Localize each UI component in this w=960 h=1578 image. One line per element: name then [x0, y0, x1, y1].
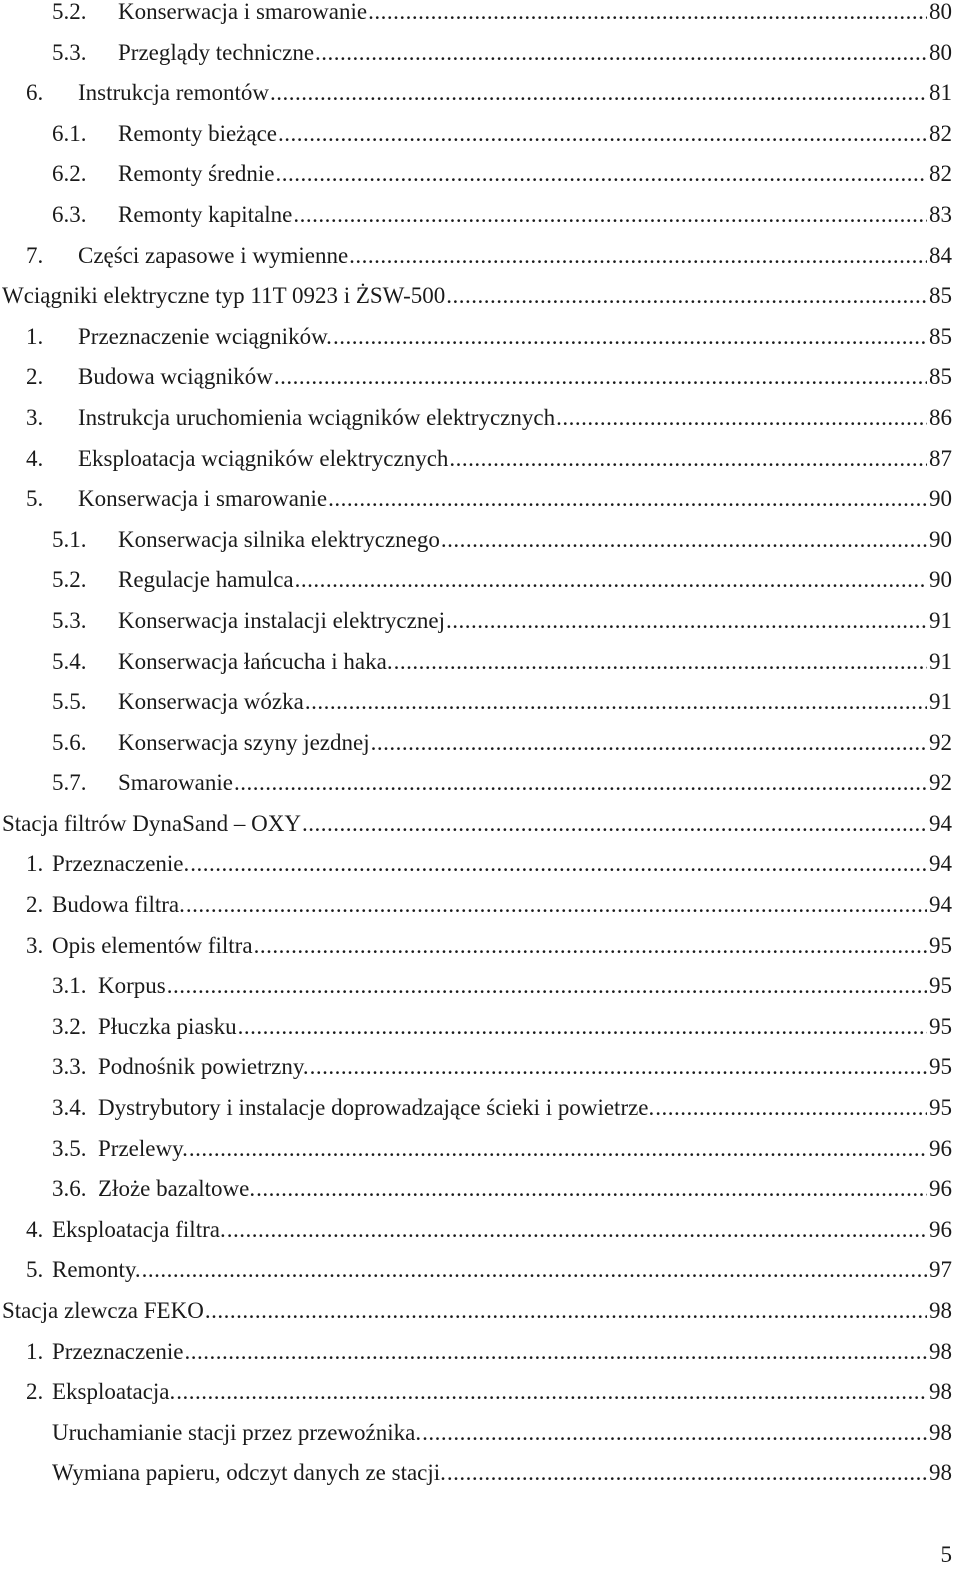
toc-dot-leader: [349, 236, 927, 277]
toc-entry-title: Konserwacja i smarowanie: [118, 0, 368, 24]
toc-entry-title: Korpus: [98, 973, 166, 999]
toc-entry-page: 91: [929, 648, 952, 674]
toc-entry-number: 5.7.: [52, 770, 87, 796]
toc-entry-number: 4.: [26, 445, 44, 471]
toc-entry-title: Konserwacja instalacji elektrycznej: [118, 607, 445, 633]
toc-entry-title: Regulacje hamulca: [118, 567, 294, 593]
toc-entry-page: 95: [929, 932, 952, 958]
toc-entry[interactable]: [0, 73, 952, 114]
toc-dot-leader: [293, 195, 927, 236]
toc-entry-page: 92: [929, 729, 952, 755]
toc-dot-leader: [655, 1088, 927, 1129]
toc-entry-page: 82: [929, 120, 952, 146]
toc-entry[interactable]: [0, 276, 952, 317]
toc-entry-number: 5.: [26, 486, 44, 512]
toc-entry-page: 96: [929, 1216, 952, 1242]
toc-entry-title: Remonty.: [52, 1257, 141, 1283]
toc-entry[interactable]: [0, 236, 952, 277]
toc-entry[interactable]: [0, 804, 952, 845]
toc-dot-leader: [422, 1413, 927, 1454]
toc-entry-page: 87: [929, 445, 952, 471]
toc-entry-page: 90: [929, 526, 952, 552]
toc-dot-leader: [447, 1453, 927, 1494]
toc-entry-title: Płuczka piasku: [98, 1013, 237, 1039]
toc-entry-title: Przeznaczenie.: [52, 851, 190, 877]
toc-dot-leader: [238, 1007, 927, 1048]
toc-entry-page: 85: [929, 283, 952, 309]
toc-entry[interactable]: [0, 114, 952, 155]
toc-dot-leader: [205, 1291, 927, 1332]
toc-entry-page: 98: [929, 1338, 952, 1364]
toc-entry-number: 1.: [26, 1338, 44, 1364]
toc-entry[interactable]: [0, 479, 952, 520]
toc-entry[interactable]: [0, 195, 952, 236]
toc-entry-page: 90: [929, 486, 952, 512]
toc-entry-title: Eksploatacja wciągników elektrycznych: [78, 445, 449, 471]
toc-entry[interactable]: [0, 398, 952, 439]
toc-entry-title: Konserwacja szyny jezdnej: [118, 729, 370, 755]
toc-dot-leader: [274, 357, 927, 398]
toc-dot-leader: [556, 398, 927, 439]
toc-entry-number: 5.3.: [52, 607, 87, 633]
toc-dot-leader: [270, 73, 927, 114]
toc-entry-page: 84: [929, 242, 952, 268]
toc-entry-title: Konserwacja silnika elektrycznego: [118, 526, 440, 552]
toc-entry-number: 7.: [26, 242, 44, 268]
toc-entry-title: Konserwacja i smarowanie: [78, 486, 328, 512]
toc-entry[interactable]: [0, 1250, 952, 1291]
toc-dot-leader: [368, 0, 927, 33]
toc-entry-title: Wymiana papieru, odczyt danych ze stacji.: [52, 1460, 446, 1486]
toc-entry[interactable]: [0, 601, 952, 642]
toc-dot-leader: [302, 804, 927, 845]
toc-dot-leader: [333, 317, 927, 358]
toc-dot-leader: [446, 276, 927, 317]
toc-entry-page: 80: [929, 39, 952, 65]
toc-entry-number: 5.6.: [52, 729, 87, 755]
toc-dot-leader: [328, 479, 927, 520]
toc-entry-number: 5.2.: [52, 567, 87, 593]
toc-entry-page: 96: [929, 1135, 952, 1161]
toc-entry-page: 82: [929, 161, 952, 187]
toc-entry-page: 91: [929, 689, 952, 715]
toc-dot-leader: [315, 33, 927, 74]
toc-dot-leader: [278, 114, 927, 155]
toc-entry-number: 6.1.: [52, 120, 87, 146]
toc-entry-number: 6.: [26, 80, 44, 106]
toc-entry-title: Podnośnik powietrzny.: [98, 1054, 309, 1080]
toc-entry-title: Budowa wciągników: [78, 364, 273, 390]
toc-entry-number: 1.: [26, 323, 44, 349]
toc-entry[interactable]: [0, 560, 952, 601]
toc-entry-title: Remonty bieżące: [118, 120, 278, 146]
toc-entry-page: 98: [929, 1460, 952, 1486]
toc-entry[interactable]: [0, 317, 952, 358]
toc-dot-leader: [256, 1169, 927, 1210]
toc-entry[interactable]: [0, 154, 952, 195]
toc-entry-number: 5.1.: [52, 526, 87, 552]
toc-entry-title: Remonty kapitalne: [118, 201, 293, 227]
toc-entry-title: Konserwacja wózka: [118, 689, 304, 715]
toc-entry-page: 85: [929, 364, 952, 390]
toc-entry-page: 98: [929, 1419, 952, 1445]
toc-entry-page: 90: [929, 567, 952, 593]
toc-entry-number: 3.5.: [52, 1135, 87, 1161]
toc-entry[interactable]: [0, 966, 952, 1007]
toc-entry-number: 1.: [26, 851, 44, 877]
toc-entry-number: 2.: [26, 364, 44, 390]
toc-entry-number: 3.1.: [52, 973, 87, 999]
toc-entry-number: 5.2.: [52, 0, 87, 24]
toc-dot-leader: [305, 682, 927, 723]
toc-dot-leader: [310, 1047, 927, 1088]
toc-entry[interactable]: [0, 1129, 952, 1170]
toc-entry-page: 95: [929, 1095, 952, 1121]
toc-entry[interactable]: [0, 642, 952, 683]
toc-dot-leader: [234, 763, 927, 804]
toc-entry[interactable]: [0, 1210, 952, 1251]
toc-entry-title: Przelewy.: [98, 1135, 188, 1161]
toc-entry-title: Instrukcja remontów: [78, 80, 269, 106]
toc-entry-page: 85: [929, 323, 952, 349]
toc-entry-title: Dystrybutory i instalacje doprowadzające ścieki i powietrze.: [98, 1095, 655, 1121]
toc-entry[interactable]: [0, 520, 952, 561]
toc-entry[interactable]: [0, 0, 952, 33]
toc-entry-page: 95: [929, 1013, 952, 1039]
toc-entry-title: Remonty średnie: [118, 161, 275, 187]
toc-dot-leader: [295, 560, 927, 601]
toc-dot-leader: [176, 1372, 927, 1413]
toc-dot-leader: [276, 154, 928, 195]
toc-entry-page: 86: [929, 404, 952, 430]
toc-entry-number: 3.: [26, 932, 44, 958]
toc-dot-leader: [189, 1129, 927, 1170]
toc-entry[interactable]: [0, 1453, 952, 1494]
toc-entry[interactable]: [0, 926, 952, 967]
toc-entry-number: 5.3.: [52, 39, 87, 65]
toc-entry[interactable]: [0, 357, 952, 398]
toc-entry[interactable]: [0, 723, 952, 764]
toc-entry-title: Instrukcja uruchomienia wciągników elektrycznych: [78, 404, 556, 430]
toc-entry-title: Złoże bazaltowe.: [98, 1176, 256, 1202]
toc-entry[interactable]: [0, 1088, 952, 1129]
toc-entry[interactable]: [0, 1047, 952, 1088]
toc-entry-title: Smarowanie: [118, 770, 233, 796]
toc-entry-number: 6.2.: [52, 161, 87, 187]
toc-entry-number: 5.: [26, 1257, 44, 1283]
toc-entry-number: 3.2.: [52, 1013, 87, 1039]
toc-entry[interactable]: [0, 682, 952, 723]
toc-entry-page: 95: [929, 973, 952, 999]
toc-dot-leader: [441, 520, 927, 561]
toc-dot-leader: [446, 601, 927, 642]
toc-dot-leader: [167, 966, 927, 1007]
toc-entry-title: Opis elementów filtra: [52, 932, 253, 958]
toc-entry-page: 92: [929, 770, 952, 796]
toc-dot-leader: [142, 1250, 927, 1291]
toc-entry[interactable]: [0, 1291, 952, 1332]
toc-entry-number: 3.3.: [52, 1054, 87, 1080]
toc-entry-title: Konserwacja łańcucha i haka.: [118, 648, 393, 674]
toc-entry-title: Przeznaczenie wciągników.: [78, 323, 332, 349]
toc-entry[interactable]: [0, 1372, 952, 1413]
toc-entry-page: 80: [929, 0, 952, 24]
toc-entry[interactable]: [0, 1413, 952, 1454]
toc-entry-title: Stacja zlewcza FEKO: [2, 1298, 204, 1323]
toc-entry-title: Przeglądy techniczne: [118, 39, 315, 65]
toc-dot-leader: [190, 844, 927, 885]
toc-dot-leader: [227, 1210, 927, 1251]
toc-entry-number: 2.: [26, 892, 44, 918]
toc-entry-page: 81: [929, 80, 952, 106]
toc-entry-page: 94: [929, 810, 952, 836]
toc-entry-page: 94: [929, 851, 952, 877]
toc-entry-number: 3.6.: [52, 1176, 87, 1202]
toc-entry-title: Wciągniki elektryczne typ 11T 0923 i ŻSW-500: [2, 283, 446, 309]
toc-entry[interactable]: [0, 1169, 952, 1210]
toc-entry-page: 94: [929, 892, 952, 918]
toc-entry-title: Uruchamianie stacji przez przewoźnika.: [52, 1419, 422, 1445]
toc-dot-leader: [449, 439, 927, 480]
toc-entry-title: Stacja filtrów DynaSand – OXY: [2, 810, 301, 836]
toc-entry-number: 5.4.: [52, 648, 87, 674]
toc-entry-title: Budowa filtra.: [52, 892, 185, 918]
toc-entry[interactable]: [0, 763, 952, 804]
toc-entry[interactable]: [0, 1007, 952, 1048]
toc-entry-title: Przeznaczenie: [52, 1338, 184, 1364]
toc-dot-leader: [254, 926, 927, 967]
toc-dot-leader: [186, 885, 927, 926]
toc-entry-page: 97: [929, 1257, 952, 1283]
toc-entry-number: 3.4.: [52, 1095, 87, 1121]
toc-entry-title: Eksploatacja filtra.: [52, 1216, 226, 1242]
toc-entry-number: 2.: [26, 1379, 44, 1405]
toc-entry[interactable]: [0, 1332, 952, 1373]
toc-entry-page: 98: [929, 1379, 952, 1405]
toc-entry[interactable]: [0, 844, 952, 885]
toc-entry-page: 95: [929, 1054, 952, 1080]
toc-dot-leader: [185, 1332, 927, 1373]
toc-entry[interactable]: [0, 439, 952, 480]
toc-entry-page: 96: [929, 1176, 952, 1202]
toc-entry[interactable]: [0, 33, 952, 74]
toc-entry-title: Eksploatacja.: [52, 1379, 176, 1405]
toc-entry-page: 98: [929, 1298, 952, 1323]
toc-entry-page: 83: [929, 201, 952, 227]
page-number: 5: [940, 1542, 952, 1567]
toc-dot-leader: [394, 642, 927, 683]
toc-entry-number: 4.: [26, 1216, 44, 1242]
toc-entry-title: Części zapasowe i wymienne: [78, 242, 349, 268]
toc-entry-number: 6.3.: [52, 201, 87, 227]
toc-entry-number: 5.5.: [52, 689, 87, 715]
toc-entry[interactable]: [0, 885, 952, 926]
toc-entry-page: 91: [929, 607, 952, 633]
toc-entry-number: 3.: [26, 404, 44, 430]
toc-dot-leader: [371, 723, 927, 764]
